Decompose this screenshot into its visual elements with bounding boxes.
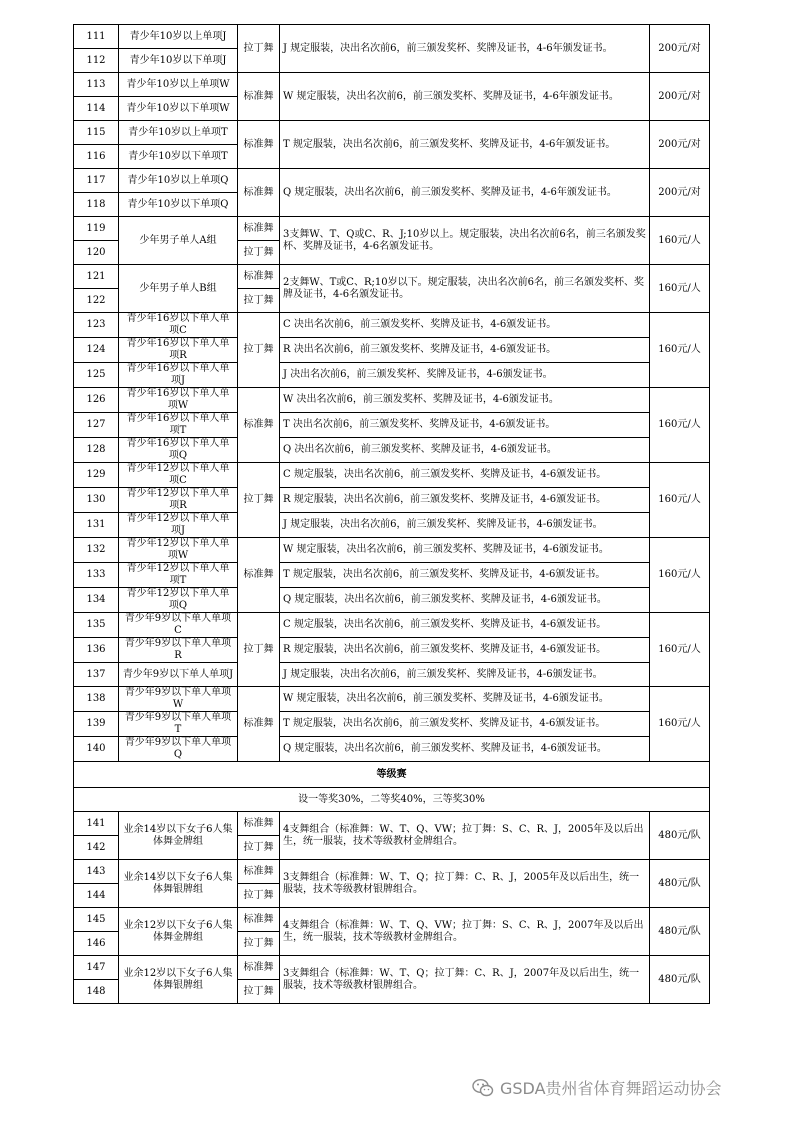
event-description: T 规定服装，决出名次前6，前三颁发奖杯、奖牌及证书，4-6颁发证书。 xyxy=(280,563,650,588)
event-description: W 规定服装，决出名次前6，前三颁发奖杯、奖牌及证书，4-6年颁发证书。 xyxy=(280,73,650,121)
table-row xyxy=(74,25,710,49)
event-description: T 规定服装，决出名次前6，前三颁发奖杯、奖牌及证书，4-6年颁发证书。 xyxy=(280,121,650,169)
event-name: 青少年16岁以下单人单项T xyxy=(119,413,238,438)
wechat-icon xyxy=(472,1078,494,1098)
event-name: 青少年10岁以下单项W xyxy=(119,97,238,121)
event-number: 117 xyxy=(74,169,119,193)
event-name: 青少年9岁以下单人单项J xyxy=(119,663,238,687)
section-note: 设一等奖30%，二等奖40%，三等奖30% xyxy=(74,788,710,812)
event-number: 139 xyxy=(74,712,119,737)
event-description: W 规定服装，决出名次前6，前三颁发奖杯、奖牌及证书，4-6颁发证书。 xyxy=(280,687,650,712)
event-number: 115 xyxy=(74,121,119,145)
dance-type: 拉丁舞 xyxy=(238,980,280,1004)
event-number: 128 xyxy=(74,438,119,463)
event-name: 青少年9岁以下单人单项R xyxy=(119,638,238,663)
event-number: 142 xyxy=(74,836,119,860)
event-number: 111 xyxy=(74,25,119,49)
event-number: 134 xyxy=(74,588,119,613)
event-description: T 决出名次前6，前三颁发奖杯、奖牌及证书，4-6颁发证书。 xyxy=(280,413,650,438)
event-number: 113 xyxy=(74,73,119,97)
event-name: 青少年12岁以下单人单项Q xyxy=(119,588,238,613)
event-description: Q 规定服装，决出名次前6，前三颁发奖杯、奖牌及证书，4-6颁发证书。 xyxy=(280,588,650,613)
event-number: 129 xyxy=(74,463,119,488)
entry-fee: 480元/队 xyxy=(650,956,710,1004)
event-name: 青少年10岁以下单项J xyxy=(119,49,238,73)
event-name: 业余14岁以下女子6人集体舞金牌组 xyxy=(119,812,238,860)
table-row xyxy=(74,788,710,812)
table-row xyxy=(74,663,710,687)
dance-type: 拉丁舞 xyxy=(238,25,280,73)
event-number: 114 xyxy=(74,97,119,121)
event-number: 144 xyxy=(74,884,119,908)
event-number: 147 xyxy=(74,956,119,980)
dance-type: 拉丁舞 xyxy=(238,289,280,313)
event-number: 135 xyxy=(74,613,119,638)
event-name: 业余12岁以下女子6人集体舞银牌组 xyxy=(119,956,238,1004)
entry-fee: 200元/对 xyxy=(650,73,710,121)
event-description: Q 规定服装，决出名次前6，前三颁发奖杯、奖牌及证书，4-6年颁发证书。 xyxy=(280,169,650,217)
event-name: 少年男子单人B组 xyxy=(119,265,238,313)
event-number: 127 xyxy=(74,413,119,438)
event-name: 业余14岁以下女子6人集体舞银牌组 xyxy=(119,860,238,908)
event-description: 4支舞组合（标准舞：W、T、Q、VW；拉丁舞：S、C、R、J，2007年及以后出生，统一服装，技术等级教材金牌组合。 xyxy=(280,908,650,956)
table-row xyxy=(74,613,710,638)
event-name: 青少年16岁以下单人单项W xyxy=(119,388,238,413)
competition-table xyxy=(73,24,710,1004)
event-name: 青少年10岁以上单项W xyxy=(119,73,238,97)
dance-type: 标准舞 xyxy=(238,169,280,217)
entry-fee: 200元/对 xyxy=(650,169,710,217)
dance-type: 标准舞 xyxy=(238,388,280,463)
event-name: 青少年12岁以下单人单项W xyxy=(119,538,238,563)
event-name: 青少年10岁以上单项J xyxy=(119,25,238,49)
event-description: J 规定服装，决出名次前6，前三颁发奖杯、奖牌及证书，4-6年颁发证书。 xyxy=(280,25,650,73)
event-description: W 决出名次前6，前三颁发奖杯、奖牌及证书，4-6颁发证书。 xyxy=(280,388,650,413)
event-number: 137 xyxy=(74,663,119,687)
table-row xyxy=(74,588,710,613)
event-description: W 规定服装，决出名次前6，前三颁发奖杯、奖牌及证书，4-6颁发证书。 xyxy=(280,538,650,563)
event-name: 青少年9岁以下单人单项C xyxy=(119,613,238,638)
dance-type: 标准舞 xyxy=(238,812,280,836)
event-number: 138 xyxy=(74,687,119,712)
event-description: C 规定服装，决出名次前6，前三颁发奖杯、奖牌及证书，4-6颁发证书。 xyxy=(280,463,650,488)
dance-type: 标准舞 xyxy=(238,687,280,762)
event-name: 青少年16岁以下单人单项C xyxy=(119,313,238,338)
table-row xyxy=(74,687,710,712)
dance-type: 拉丁舞 xyxy=(238,613,280,687)
event-description: T 规定服装，决出名次前6，前三颁发奖杯、奖牌及证书，4-6颁发证书。 xyxy=(280,712,650,737)
event-name: 业余12岁以下女子6人集体舞金牌组 xyxy=(119,908,238,956)
event-number: 130 xyxy=(74,488,119,513)
table-row xyxy=(74,363,710,388)
entry-fee: 160元/人 xyxy=(650,313,710,388)
dance-type: 标准舞 xyxy=(238,908,280,932)
event-description: J 规定服装，决出名次前6，前三颁发奖杯、奖牌及证书，4-6颁发证书。 xyxy=(280,663,650,687)
dance-type: 标准舞 xyxy=(238,217,280,241)
event-description: 4支舞组合（标准舞：W、T、Q、VW；拉丁舞：S、C、R、J，2005年及以后出生，统一服装，技术等级教材金牌组合。 xyxy=(280,812,650,860)
table-row xyxy=(74,265,710,289)
event-number: 116 xyxy=(74,145,119,169)
event-description: 3支舞W、T、Q或C、R、J;10岁以上。规定服装，决出名次前6名，前三名颁发奖杯、奖牌及证书，4-6名颁发证书。 xyxy=(280,217,650,265)
event-description: R 规定服装，决出名次前6，前三颁发奖杯、奖牌及证书，4-6颁发证书。 xyxy=(280,488,650,513)
event-number: 118 xyxy=(74,193,119,217)
event-number: 119 xyxy=(74,217,119,241)
event-name: 青少年9岁以下单人单项T xyxy=(119,712,238,737)
table-row xyxy=(74,513,710,538)
dance-type: 拉丁舞 xyxy=(238,932,280,956)
event-description: 3支舞组合（标准舞：W、T、Q；拉丁舞：C、R、J，2005年及以后出生，统一服装，技术等级教材银牌组合。 xyxy=(280,860,650,908)
table-row xyxy=(74,812,710,836)
event-description: J 决出名次前6，前三颁发奖杯、奖牌及证书，4-6颁发证书。 xyxy=(280,363,650,388)
event-description: 3支舞组合（标准舞：W、T、Q；拉丁舞：C、R、J，2007年及以后出生，统一服装，技术等级教材银牌组合。 xyxy=(280,956,650,1004)
table-row xyxy=(74,169,710,193)
table-row xyxy=(74,338,710,363)
event-name: 青少年9岁以下单人单项W xyxy=(119,687,238,712)
event-number: 143 xyxy=(74,860,119,884)
event-number: 120 xyxy=(74,241,119,265)
entry-fee: 200元/对 xyxy=(650,25,710,73)
entry-fee: 160元/人 xyxy=(650,463,710,538)
entry-fee: 160元/人 xyxy=(650,265,710,313)
table-row xyxy=(74,121,710,145)
event-name: 青少年12岁以下单人单项T xyxy=(119,563,238,588)
section-title: 等级赛 xyxy=(74,762,710,788)
table-row xyxy=(74,217,710,241)
table-row xyxy=(74,638,710,663)
entry-fee: 160元/人 xyxy=(650,538,710,613)
event-number: 112 xyxy=(74,49,119,73)
table-row xyxy=(74,488,710,513)
event-description: 2支舞W、T或C、R;10岁以下。规定服装，决出名次前6名，前三名颁发奖杯、奖牌及证书，4-6名颁发证书。 xyxy=(280,265,650,313)
dance-type: 标准舞 xyxy=(238,538,280,613)
event-number: 123 xyxy=(74,313,119,338)
table-row xyxy=(74,737,710,762)
event-name: 青少年12岁以下单人单项C xyxy=(119,463,238,488)
event-name: 少年男子单人A组 xyxy=(119,217,238,265)
dance-type: 拉丁舞 xyxy=(238,313,280,388)
watermark-text: GSDA贵州省体育舞蹈运动协会 xyxy=(500,1079,722,1098)
event-name: 青少年10岁以下单项Q xyxy=(119,193,238,217)
event-number: 121 xyxy=(74,265,119,289)
dance-type: 拉丁舞 xyxy=(238,884,280,908)
event-name: 青少年10岁以上单项Q xyxy=(119,169,238,193)
dance-type: 拉丁舞 xyxy=(238,463,280,538)
event-number: 132 xyxy=(74,538,119,563)
table-row xyxy=(74,538,710,563)
entry-fee: 160元/人 xyxy=(650,388,710,463)
event-name: 青少年12岁以下单人单项J xyxy=(119,513,238,538)
event-description: J 规定服装，决出名次前6，前三颁发奖杯、奖牌及证书，4-6颁发证书。 xyxy=(280,513,650,538)
table-row xyxy=(74,313,710,338)
event-description: R 规定服装，决出名次前6，前三颁发奖杯、奖牌及证书，4-6颁发证书。 xyxy=(280,638,650,663)
dance-type: 标准舞 xyxy=(238,73,280,121)
event-name: 青少年16岁以下单人单项Q xyxy=(119,438,238,463)
entry-fee: 480元/队 xyxy=(650,860,710,908)
watermark xyxy=(472,1076,722,1099)
table-row xyxy=(74,73,710,97)
event-description: R 决出名次前6，前三颁发奖杯、奖牌及证书，4-6颁发证书。 xyxy=(280,338,650,363)
event-description: Q 规定服装，决出名次前6，前三颁发奖杯、奖牌及证书，4-6颁发证书。 xyxy=(280,737,650,762)
entry-fee: 160元/人 xyxy=(650,613,710,687)
event-name: 青少年9岁以下单人单项Q xyxy=(119,737,238,762)
event-number: 146 xyxy=(74,932,119,956)
table-row xyxy=(74,860,710,884)
event-name: 青少年16岁以下单人单项R xyxy=(119,338,238,363)
dance-type: 标准舞 xyxy=(238,265,280,289)
event-number: 126 xyxy=(74,388,119,413)
entry-fee: 480元/队 xyxy=(650,812,710,860)
table-row xyxy=(74,463,710,488)
table-row xyxy=(74,413,710,438)
event-number: 140 xyxy=(74,737,119,762)
table-body xyxy=(74,25,710,1004)
table-row xyxy=(74,908,710,932)
entry-fee: 160元/人 xyxy=(650,687,710,762)
event-number: 124 xyxy=(74,338,119,363)
table-row xyxy=(74,388,710,413)
event-name: 青少年12岁以下单人单项R xyxy=(119,488,238,513)
table-row xyxy=(74,712,710,737)
event-number: 125 xyxy=(74,363,119,388)
event-name: 青少年10岁以上单项T xyxy=(119,121,238,145)
table-row xyxy=(74,438,710,463)
table-row xyxy=(74,956,710,980)
dance-type: 标准舞 xyxy=(238,956,280,980)
event-description: C 规定服装，决出名次前6，前三颁发奖杯、奖牌及证书，4-6颁发证书。 xyxy=(280,613,650,638)
dance-type: 标准舞 xyxy=(238,121,280,169)
event-description: C 决出名次前6，前三颁发奖杯、奖牌及证书，4-6颁发证书。 xyxy=(280,313,650,338)
table-row xyxy=(74,762,710,788)
dance-type: 拉丁舞 xyxy=(238,836,280,860)
event-number: 148 xyxy=(74,980,119,1004)
event-description: Q 决出名次前6，前三颁发奖杯、奖牌及证书，4-6颁发证书。 xyxy=(280,438,650,463)
event-number: 141 xyxy=(74,812,119,836)
event-name: 青少年16岁以下单人单项J xyxy=(119,363,238,388)
event-number: 133 xyxy=(74,563,119,588)
event-number: 145 xyxy=(74,908,119,932)
event-number: 122 xyxy=(74,289,119,313)
event-name: 青少年10岁以下单项T xyxy=(119,145,238,169)
event-number: 136 xyxy=(74,638,119,663)
entry-fee: 480元/队 xyxy=(650,908,710,956)
dance-type: 标准舞 xyxy=(238,860,280,884)
dance-type: 拉丁舞 xyxy=(238,241,280,265)
entry-fee: 200元/对 xyxy=(650,121,710,169)
event-number: 131 xyxy=(74,513,119,538)
table-row xyxy=(74,563,710,588)
entry-fee: 160元/人 xyxy=(650,217,710,265)
